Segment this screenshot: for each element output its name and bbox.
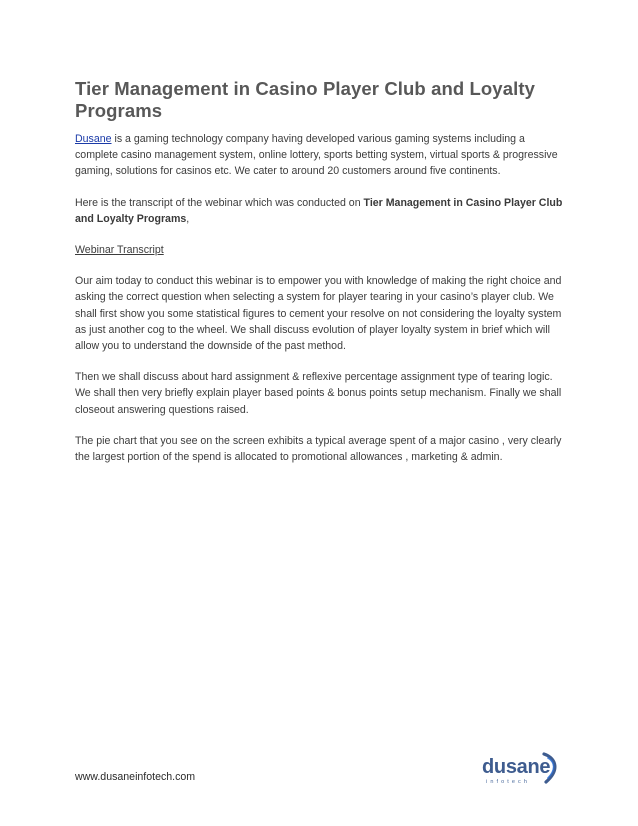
transcript-suffix: , bbox=[186, 212, 190, 225]
tearing-logic-paragraph: Then we shall discuss about hard assignment & reflexive percentage assignment type of tearing logic. We shall then very briefly explain player based points & bonus points setup mechanism. Finally we shall closeout answering questions raised. bbox=[75, 371, 562, 416]
logo-swoosh-icon bbox=[540, 752, 562, 784]
aim-paragraph: Our aim today to conduct this webinar is to empower you with knowledge of making the right choice and asking the correct question when selecting a system for player tearing in your casino’s player club. We shall first show you some statistical figures to cement your resolve on not considering the loyalty system as just another cog to the wheel. We shall discuss evolution of player loyalty system in brief which will allow you to understand the downside of the past method. bbox=[75, 275, 562, 353]
section-heading bbox=[75, 242, 567, 258]
footer-url[interactable]: www.dusaneinfotech.com bbox=[75, 771, 196, 783]
transcript-intro-paragraph bbox=[75, 195, 567, 227]
intro-text: is a gaming technology company having developed various gaming systems including a complete casino management system, online lottery, sports betting system, virtual sports & progressive gaming, solutions for casinos etc. We cater to around 20 customers around five continents. bbox=[75, 133, 558, 178]
pie-chart-paragraph: The pie chart that you see on the screen exhibits a typical average spent of a major casino , very clearly the largest portion of the spend is allocated to promotional allowances , marketing & admin. bbox=[75, 434, 562, 464]
logo-wordmark: dusane bbox=[482, 756, 551, 778]
logo-subtext: infotech bbox=[486, 779, 531, 785]
dusane-logo bbox=[482, 752, 562, 788]
webinar-title: Tier Management in Casino Player Club and Loyalty Programs bbox=[75, 196, 563, 225]
transcript-prefix: Here is the transcript of the webinar which was conducted on bbox=[75, 196, 364, 209]
intro-paragraph bbox=[75, 131, 567, 180]
document-body bbox=[75, 78, 567, 465]
dusane-link[interactable]: Dusane bbox=[75, 133, 112, 145]
webinar-transcript-link[interactable]: Webinar Transcript bbox=[75, 244, 164, 257]
page-title: Tier Management in Casino Player Club and Loyalty Programs bbox=[75, 78, 535, 121]
